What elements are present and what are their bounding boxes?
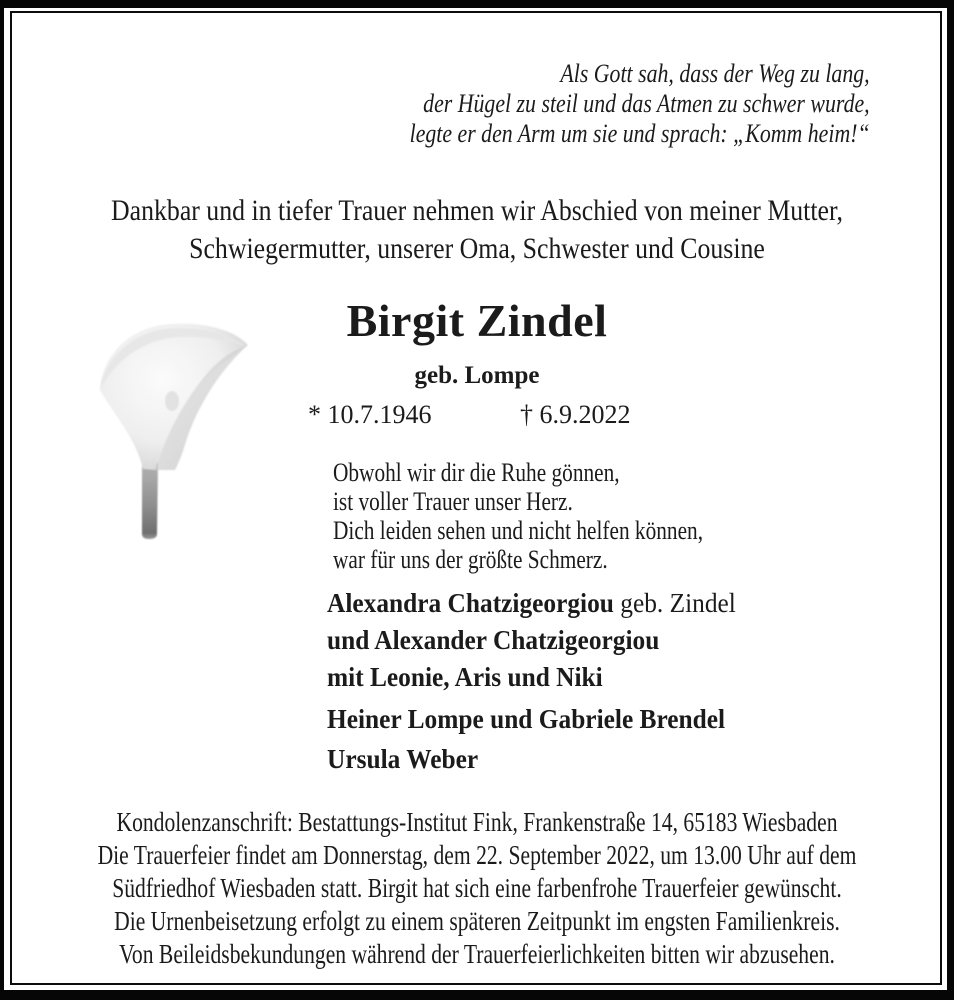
maiden-name: geb. Lompe bbox=[414, 362, 540, 389]
death-date: † 6.9.2022 bbox=[520, 400, 631, 429]
intro-line: Dankbar und in tiefer Trauer nehmen wir Abschied von meiner Mutter, bbox=[111, 194, 843, 227]
funeral-service-line: Südfriedhof Wiesbaden statt. Birgit hat sich eine farbenfrohe Trauerfeier gewünscht. bbox=[112, 873, 842, 903]
urn-burial-line: Die Urnenbeisetzung erfolgt zu einem späteren Zeitpunkt im engsten Familienkreis. bbox=[114, 906, 840, 936]
mourner-maiden-name: geb. Zindel bbox=[613, 588, 736, 618]
funeral-service-line: Die Trauerfeier findet am Donnerstag, dem 22. September 2022, um 13.00 Uhr auf dem bbox=[97, 840, 857, 870]
poem-line: ist voller Trauer unser Herz. bbox=[333, 487, 573, 516]
condolence-request-line: Von Beileidsbekundungen während der Trauerfeierlichkeiten bitten wir abzusehen. bbox=[119, 939, 835, 969]
memorial-poem bbox=[333, 458, 703, 574]
verse-line: der Hügel zu steil und das Atmen zu schwer wurde, bbox=[423, 89, 870, 118]
mourner-entry bbox=[327, 744, 736, 774]
mourner-entry bbox=[327, 625, 736, 655]
birth-date: * 10.7.1946 bbox=[308, 400, 432, 429]
deceased-name: Birgit Zindel bbox=[346, 295, 608, 346]
intro-line: Schwiegermutter, unserer Oma, Schwester und Cousine bbox=[189, 232, 765, 265]
mourner-entry bbox=[327, 588, 736, 618]
life-dates bbox=[0, 400, 954, 430]
verse-line: legte er den Arm um sie und sprach: „Komm heim!“ bbox=[409, 119, 870, 148]
poem-line: war für uns der größte Schmerz. bbox=[333, 545, 608, 574]
opening-verse bbox=[410, 59, 870, 149]
mourner-name: mit Leonie, Aris und Niki bbox=[327, 662, 603, 692]
poem-line: Dich leiden sehen und nicht helfen können, bbox=[333, 516, 704, 545]
verse-line: Als Gott sah, dass der Weg zu lang, bbox=[560, 59, 870, 88]
mourners-list bbox=[327, 588, 736, 781]
mourner-name: Heiner Lompe und Gabriele Brendel bbox=[327, 704, 726, 734]
mourner-name: Alexandra Chatzigeorgiou bbox=[327, 588, 614, 618]
intro-text bbox=[67, 192, 887, 268]
poem-line: Obwohl wir dir die Ruhe gönnen, bbox=[333, 458, 620, 487]
mourner-entry bbox=[327, 662, 736, 692]
mourner-name: Ursula Weber bbox=[327, 744, 479, 774]
mourner-name: und Alexander Chatzigeorgiou bbox=[327, 625, 660, 655]
condolence-address-line: Kondolenzanschrift: Bestattungs-Institut Fink, Frankenstraße 14, 65183 Wiesbaden bbox=[116, 807, 838, 837]
funeral-information bbox=[95, 806, 858, 971]
mourner-entry bbox=[327, 704, 736, 734]
